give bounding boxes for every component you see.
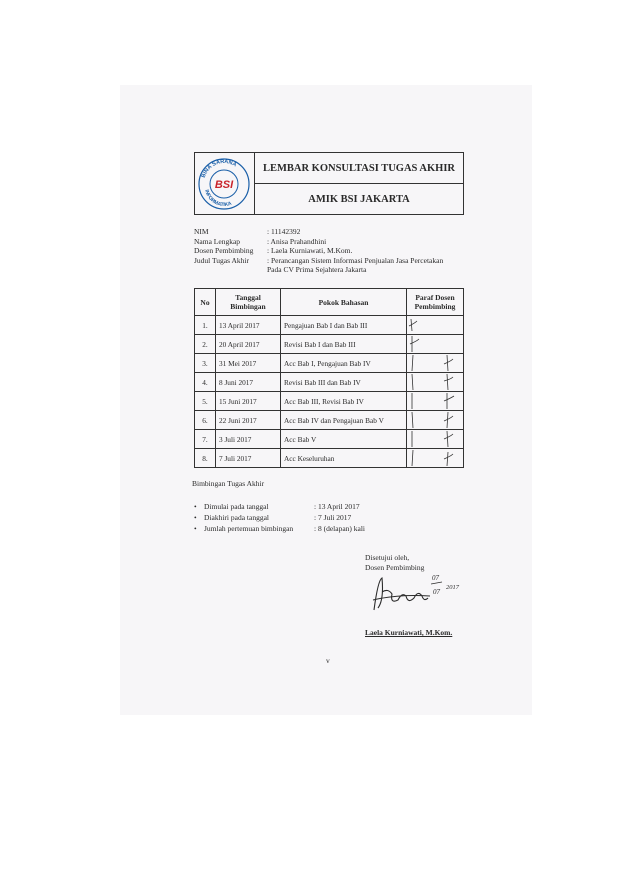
table-row xyxy=(195,392,464,411)
summary-item xyxy=(194,502,360,511)
info-label xyxy=(194,265,267,275)
row-topic: Acc Bab V xyxy=(281,430,407,449)
info-label: Nama Lengkap xyxy=(194,236,241,246)
row-signature xyxy=(407,373,464,392)
summary-item xyxy=(194,513,351,522)
row-date: 15 Juni 2017 xyxy=(216,392,281,411)
row-signature xyxy=(407,411,464,430)
info-label: Judul Tugas Akhir xyxy=(194,255,250,265)
row-signature xyxy=(407,335,464,354)
student-info xyxy=(194,227,457,275)
row-number: 8. xyxy=(195,449,216,468)
row-date: 20 April 2017 xyxy=(216,335,281,354)
signature-mark-icon xyxy=(407,412,457,428)
institution-name: AMIK BSI JAKARTA xyxy=(308,194,410,205)
table-row xyxy=(195,411,464,430)
row-signature xyxy=(407,354,464,373)
signer-name: Laela Kurniawati, M.Kom. xyxy=(365,628,453,637)
svg-text:07: 07 xyxy=(432,574,439,582)
handwritten-signature-icon xyxy=(368,570,478,620)
row-number: 3. xyxy=(195,354,216,373)
table-row xyxy=(195,430,464,449)
row-topic: Acc Bab III, Revisi Bab IV xyxy=(281,392,407,411)
info-label: NIM xyxy=(194,227,209,236)
table-header-row xyxy=(195,289,464,316)
row-topic: Revisi Bab I dan Bab III xyxy=(281,335,407,354)
row-number: 7. xyxy=(195,430,216,449)
row-date: 13 April 2017 xyxy=(216,316,281,335)
row-number: 1. xyxy=(195,316,216,335)
bullet-icon: • xyxy=(194,513,197,522)
summary-label: Dimulai pada tanggal xyxy=(204,502,269,511)
row-number: 5. xyxy=(195,392,216,411)
row-number: 6. xyxy=(195,411,216,430)
bullet-icon: • xyxy=(194,524,197,533)
summary-label: Diakhiri pada tanggal xyxy=(204,513,269,522)
row-topic: Acc Bab I, Pengajuan Bab IV xyxy=(281,354,407,373)
info-value: Pada CV Prima Sejahtera Jakarta xyxy=(267,265,367,274)
info-value: : Anisa Prahandhini xyxy=(267,236,327,246)
row-number: 2. xyxy=(195,335,216,354)
table-row xyxy=(195,354,464,373)
svg-text:INFORMATIKA: INFORMATIKA xyxy=(203,189,233,209)
consultation-table xyxy=(194,288,464,468)
column-header-date: Tanggal Bimbingan xyxy=(216,289,281,316)
row-date: 7 Juli 2017 xyxy=(216,449,281,468)
svg-text:2017: 2017 xyxy=(446,584,459,591)
bsi-logo-icon xyxy=(195,153,253,213)
info-row xyxy=(194,265,457,275)
row-date: 3 Juli 2017 xyxy=(216,430,281,449)
row-signature xyxy=(407,430,464,449)
column-header-no: No xyxy=(195,289,216,316)
row-date: 8 Juni 2017 xyxy=(216,373,281,392)
row-number: 4. xyxy=(195,373,216,392)
signature-mark-icon xyxy=(407,355,457,371)
svg-text:07: 07 xyxy=(433,588,440,596)
page-number: v xyxy=(326,656,330,665)
summary-item xyxy=(194,524,365,533)
summary-value: : 8 (delapan) kali xyxy=(314,524,366,533)
info-value: : 11142392 xyxy=(267,227,301,236)
signature-mark-icon xyxy=(407,336,457,352)
table-row xyxy=(195,449,464,468)
column-header-sign: Paraf Dosen Pembimbing xyxy=(407,289,464,316)
signature-mark-icon xyxy=(407,431,457,447)
signature-mark-icon xyxy=(407,317,457,333)
info-row xyxy=(194,237,457,247)
table-row xyxy=(195,335,464,354)
bullet-icon: • xyxy=(194,502,197,511)
summary-label: Jumlah pertemuan bimbingan xyxy=(204,524,294,533)
table-row xyxy=(195,373,464,392)
info-row xyxy=(194,256,457,266)
svg-text:BINA SARANA: BINA SARANA xyxy=(200,158,238,179)
row-signature xyxy=(407,392,464,411)
document-header xyxy=(194,152,464,215)
row-date: 22 Juni 2017 xyxy=(216,411,281,430)
row-signature xyxy=(407,316,464,335)
info-value: : Perancangan Sistem Informasi Penjualan Jasa Percetakan xyxy=(267,255,444,265)
signature-mark-icon xyxy=(407,450,457,466)
svg-text:BSI: BSI xyxy=(214,179,234,191)
approval-line: Disetujui oleh, xyxy=(365,553,410,562)
table-row xyxy=(195,316,464,335)
row-signature xyxy=(407,449,464,468)
row-topic: Acc Bab IV dan Pengajuan Bab V xyxy=(281,411,407,430)
row-date: 31 Mei 2017 xyxy=(216,354,281,373)
summary-value: : 7 Juli 2017 xyxy=(314,513,352,522)
info-label: Dosen Pembimbing xyxy=(194,246,254,255)
approval-role: Dosen Pembimbing xyxy=(365,563,425,572)
info-row xyxy=(194,246,457,256)
summary-heading: Bimbingan Tugas Akhir xyxy=(192,479,265,488)
signature-mark-icon xyxy=(407,374,457,390)
form-title: LEMBAR KONSULTASI TUGAS AKHIR xyxy=(255,153,463,184)
row-topic: Pengajuan Bab I dan Bab III xyxy=(281,316,407,335)
row-topic: Revisi Bab III dan Bab IV xyxy=(281,373,407,392)
info-value: : Laela Kurniawati, M.Kom. xyxy=(267,246,353,255)
info-row xyxy=(194,227,457,237)
signature-mark-icon xyxy=(407,393,457,409)
row-topic: Acc Keseluruhan xyxy=(281,449,407,468)
logo-cell xyxy=(195,153,255,214)
column-header-topic: Pokok Bahasan xyxy=(281,289,407,316)
summary-value: : 13 April 2017 xyxy=(314,502,360,511)
